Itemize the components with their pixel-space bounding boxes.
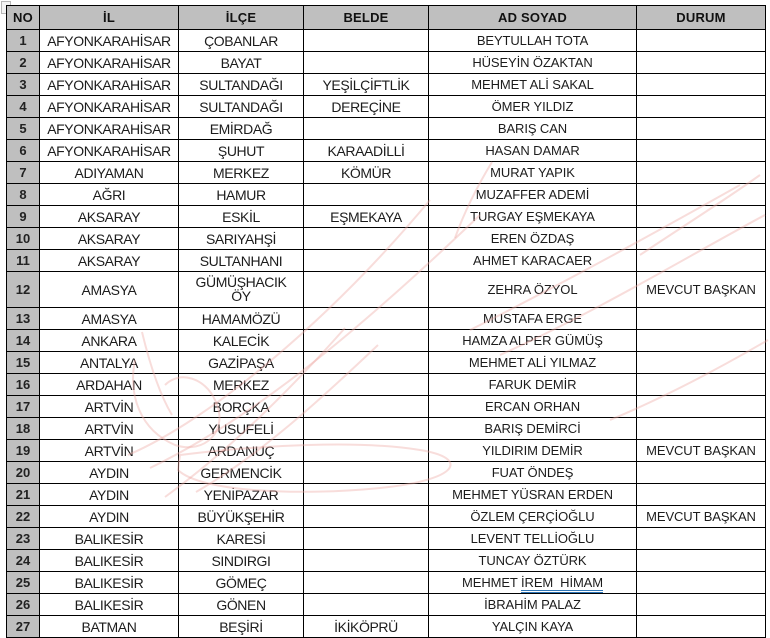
- table-row: [7, 30, 766, 52]
- row-number-cell: 11: [7, 250, 40, 272]
- name-cell: MEHMET ALİ SAKAL: [429, 74, 637, 96]
- name-cell: HÜSEYİN ÖZAKTAN: [429, 52, 637, 74]
- name-cell: EREN ÖZDAŞ: [429, 228, 637, 250]
- province-cell: ANKARA: [40, 330, 179, 352]
- table-row: [7, 462, 766, 484]
- district-cell: SARIYAHŞİ: [179, 228, 304, 250]
- status-cell: [637, 228, 766, 250]
- district-cell: YUSUFELİ: [179, 418, 304, 440]
- district-cell: SULTANHANI: [179, 250, 304, 272]
- table-row: [7, 396, 766, 418]
- town-cell: DEREÇİNE: [304, 96, 429, 118]
- table-row: [7, 550, 766, 572]
- province-cell: AMASYA: [40, 308, 179, 330]
- district-cell: BAYAT: [179, 52, 304, 74]
- province-cell: BALIKESİR: [40, 594, 179, 616]
- row-number-cell: 7: [7, 162, 40, 184]
- province-cell: AKSARAY: [40, 228, 179, 250]
- town-cell: [304, 506, 429, 528]
- district-cell: HAMUR: [179, 184, 304, 206]
- table-row: [7, 594, 766, 616]
- name-cell: ERCAN ORHAN: [429, 396, 637, 418]
- row-number-cell: 18: [7, 418, 40, 440]
- district-cell: BEŞİRİ: [179, 616, 304, 638]
- table-row: [7, 96, 766, 118]
- name-cell: MEHMET YÜSRAN ERDEN: [429, 484, 637, 506]
- table-row: [7, 272, 766, 308]
- province-cell: ARDAHAN: [40, 374, 179, 396]
- row-number-cell: 12: [7, 272, 40, 308]
- province-cell: ARTVİN: [40, 440, 179, 462]
- status-cell: [637, 52, 766, 74]
- table-header: [7, 6, 766, 30]
- header-row: [7, 6, 766, 30]
- name-cell: FARUK DEMİR: [429, 374, 637, 396]
- town-cell: [304, 550, 429, 572]
- name-cell: YILDIRIM DEMİR: [429, 440, 637, 462]
- table-row: [7, 250, 766, 272]
- header-belde: BELDE: [304, 6, 429, 30]
- row-number-cell: 2: [7, 52, 40, 74]
- district-cell: GERMENCİK: [179, 462, 304, 484]
- status-cell: [637, 74, 766, 96]
- province-cell: AKSARAY: [40, 250, 179, 272]
- province-cell: AYDIN: [40, 484, 179, 506]
- status-cell: [637, 352, 766, 374]
- town-cell: [304, 52, 429, 74]
- district-cell: GÜMÜŞHACIKÖY: [179, 272, 304, 308]
- town-cell: [304, 374, 429, 396]
- province-cell: ADIYAMAN: [40, 162, 179, 184]
- table-row: [7, 506, 766, 528]
- province-cell: BALIKESİR: [40, 550, 179, 572]
- table-row: [7, 528, 766, 550]
- mayors-candidate-table: [6, 5, 766, 638]
- table-row: [7, 484, 766, 506]
- name-cell: ÖZLEM ÇERÇİOĞLU: [429, 506, 637, 528]
- name-cell: LEVENT TELLİOĞLU: [429, 528, 637, 550]
- header-ilce: İLÇE: [179, 6, 304, 30]
- row-number-cell: 15: [7, 352, 40, 374]
- row-number-cell: 24: [7, 550, 40, 572]
- row-number-cell: 20: [7, 462, 40, 484]
- province-cell: AYDIN: [40, 506, 179, 528]
- province-cell: ARTVİN: [40, 396, 179, 418]
- name-cell: YALÇIN KAYA: [429, 616, 637, 638]
- status-cell: [637, 418, 766, 440]
- district-cell: MERKEZ: [179, 162, 304, 184]
- status-cell: MEVCUT BAŞKAN: [637, 272, 766, 308]
- province-cell: BALIKESİR: [40, 572, 179, 594]
- header-durum: DURUM: [637, 6, 766, 30]
- row-number-cell: 5: [7, 118, 40, 140]
- row-number-cell: 26: [7, 594, 40, 616]
- town-cell: [304, 572, 429, 594]
- town-cell: [304, 418, 429, 440]
- table-row: [7, 440, 766, 462]
- district-cell: GAZİPAŞA: [179, 352, 304, 374]
- province-cell: ANTALYA: [40, 352, 179, 374]
- status-cell: [637, 616, 766, 638]
- town-cell: [304, 30, 429, 52]
- name-cell: MEHMET İREM HİMAM: [429, 572, 637, 594]
- name-cell: İBRAHİM PALAZ: [429, 594, 637, 616]
- name-cell: BARIŞ CAN: [429, 118, 637, 140]
- row-number-cell: 13: [7, 308, 40, 330]
- row-number-cell: 27: [7, 616, 40, 638]
- district-cell: SINDIRGI: [179, 550, 304, 572]
- table-body: [7, 30, 766, 638]
- district-cell: BÜYÜKŞEHİR: [179, 506, 304, 528]
- status-cell: [637, 572, 766, 594]
- name-cell: MURAT YAPIK: [429, 162, 637, 184]
- name-cell: BARIŞ DEMİRCİ: [429, 418, 637, 440]
- district-cell: ARDANUÇ: [179, 440, 304, 462]
- province-cell: AĞRI: [40, 184, 179, 206]
- town-cell: [304, 330, 429, 352]
- district-cell: SULTANDAĞI: [179, 96, 304, 118]
- district-cell: HAMAMÖZÜ: [179, 308, 304, 330]
- underlined-name-part: İREM HİMAM: [521, 575, 603, 593]
- town-cell: [304, 308, 429, 330]
- status-cell: [637, 206, 766, 228]
- district-cell: MERKEZ: [179, 374, 304, 396]
- row-number-cell: 17: [7, 396, 40, 418]
- status-cell: MEVCUT BAŞKAN: [637, 506, 766, 528]
- row-number-cell: 19: [7, 440, 40, 462]
- town-cell: [304, 462, 429, 484]
- status-cell: [637, 550, 766, 572]
- town-cell: [304, 440, 429, 462]
- name-cell: HAMZA ALPER GÜMÜŞ: [429, 330, 637, 352]
- town-cell: [304, 250, 429, 272]
- row-number-cell: 25: [7, 572, 40, 594]
- district-cell: ESKİL: [179, 206, 304, 228]
- table-row: [7, 572, 766, 594]
- table-row: [7, 184, 766, 206]
- province-cell: AYDIN: [40, 462, 179, 484]
- status-cell: [637, 374, 766, 396]
- status-cell: [637, 162, 766, 184]
- district-cell: EMİRDAĞ: [179, 118, 304, 140]
- status-cell: [637, 330, 766, 352]
- district-cell: SULTANDAĞI: [179, 74, 304, 96]
- name-cell: MUZAFFER ADEMİ: [429, 184, 637, 206]
- district-cell: GÖNEN: [179, 594, 304, 616]
- table-row: [7, 162, 766, 184]
- district-cell: ÇOBANLAR: [179, 30, 304, 52]
- name-cell: MUSTAFA ERGE: [429, 308, 637, 330]
- row-number-cell: 1: [7, 30, 40, 52]
- town-cell: [304, 396, 429, 418]
- district-cell: YENİPAZAR: [179, 484, 304, 506]
- table-row: [7, 206, 766, 228]
- name-cell: TUNCAY ÖZTÜRK: [429, 550, 637, 572]
- province-cell: AMASYA: [40, 272, 179, 308]
- status-cell: [637, 308, 766, 330]
- town-cell: YEŞİLÇİFTLİK: [304, 74, 429, 96]
- name-cell: MEHMET ALİ YILMAZ: [429, 352, 637, 374]
- name-cell: HASAN DAMAR: [429, 140, 637, 162]
- province-cell: AFYONKARAHİSAR: [40, 118, 179, 140]
- name-cell: FUAT ÖNDEŞ: [429, 462, 637, 484]
- status-cell: [637, 140, 766, 162]
- status-cell: [637, 118, 766, 140]
- row-number-cell: 14: [7, 330, 40, 352]
- province-cell: AFYONKARAHİSAR: [40, 74, 179, 96]
- table-row: [7, 330, 766, 352]
- district-cell: KARESİ: [179, 528, 304, 550]
- district-cell: GÖMEÇ: [179, 572, 304, 594]
- town-cell: EŞMEKAYA: [304, 206, 429, 228]
- row-number-cell: 6: [7, 140, 40, 162]
- row-number-cell: 10: [7, 228, 40, 250]
- table-row: [7, 52, 766, 74]
- name-cell: TURGAY EŞMEKAYA: [429, 206, 637, 228]
- town-cell: [304, 184, 429, 206]
- town-cell: [304, 594, 429, 616]
- name-cell: BEYTULLAH TOTA: [429, 30, 637, 52]
- province-cell: AFYONKARAHİSAR: [40, 140, 179, 162]
- town-cell: İKİKÖPRÜ: [304, 616, 429, 638]
- province-cell: AFYONKARAHİSAR: [40, 52, 179, 74]
- row-number-cell: 16: [7, 374, 40, 396]
- status-cell: [637, 594, 766, 616]
- town-cell: [304, 528, 429, 550]
- row-number-cell: 21: [7, 484, 40, 506]
- status-cell: [637, 184, 766, 206]
- status-cell: [637, 250, 766, 272]
- row-number-cell: 3: [7, 74, 40, 96]
- town-cell: [304, 118, 429, 140]
- town-cell: KÖMÜR: [304, 162, 429, 184]
- status-cell: [637, 96, 766, 118]
- row-number-cell: 4: [7, 96, 40, 118]
- town-cell: [304, 228, 429, 250]
- name-cell: ÖMER YILDIZ: [429, 96, 637, 118]
- table-row: [7, 418, 766, 440]
- header-il: İL: [40, 6, 179, 30]
- district-cell: ŞUHUT: [179, 140, 304, 162]
- table-row: [7, 118, 766, 140]
- table-row: [7, 374, 766, 396]
- province-cell: ARTVİN: [40, 418, 179, 440]
- table-row: [7, 228, 766, 250]
- district-cell: BORÇKA: [179, 396, 304, 418]
- status-cell: [637, 462, 766, 484]
- town-cell: [304, 352, 429, 374]
- header-ad-soyad: AD SOYAD: [429, 6, 637, 30]
- status-cell: [637, 396, 766, 418]
- town-cell: [304, 272, 429, 308]
- town-cell: [304, 484, 429, 506]
- row-number-cell: 22: [7, 506, 40, 528]
- header-no: NO: [7, 6, 40, 30]
- name-cell: AHMET KARACAER: [429, 250, 637, 272]
- town-cell: KARAADİLLİ: [304, 140, 429, 162]
- province-cell: BATMAN: [40, 616, 179, 638]
- province-cell: AFYONKARAHİSAR: [40, 30, 179, 52]
- status-cell: MEVCUT BAŞKAN: [637, 440, 766, 462]
- status-cell: [637, 484, 766, 506]
- province-cell: AKSARAY: [40, 206, 179, 228]
- row-number-cell: 9: [7, 206, 40, 228]
- province-cell: BALIKESİR: [40, 528, 179, 550]
- row-number-cell: 8: [7, 184, 40, 206]
- table-row: [7, 140, 766, 162]
- district-cell: KALECİK: [179, 330, 304, 352]
- name-cell: ZEHRA ÖZYOL: [429, 272, 637, 308]
- table-row: [7, 352, 766, 374]
- province-cell: AFYONKARAHİSAR: [40, 96, 179, 118]
- table-row: [7, 74, 766, 96]
- status-cell: [637, 528, 766, 550]
- table-row: [7, 616, 766, 638]
- row-number-cell: 23: [7, 528, 40, 550]
- table-row: [7, 308, 766, 330]
- status-cell: [637, 30, 766, 52]
